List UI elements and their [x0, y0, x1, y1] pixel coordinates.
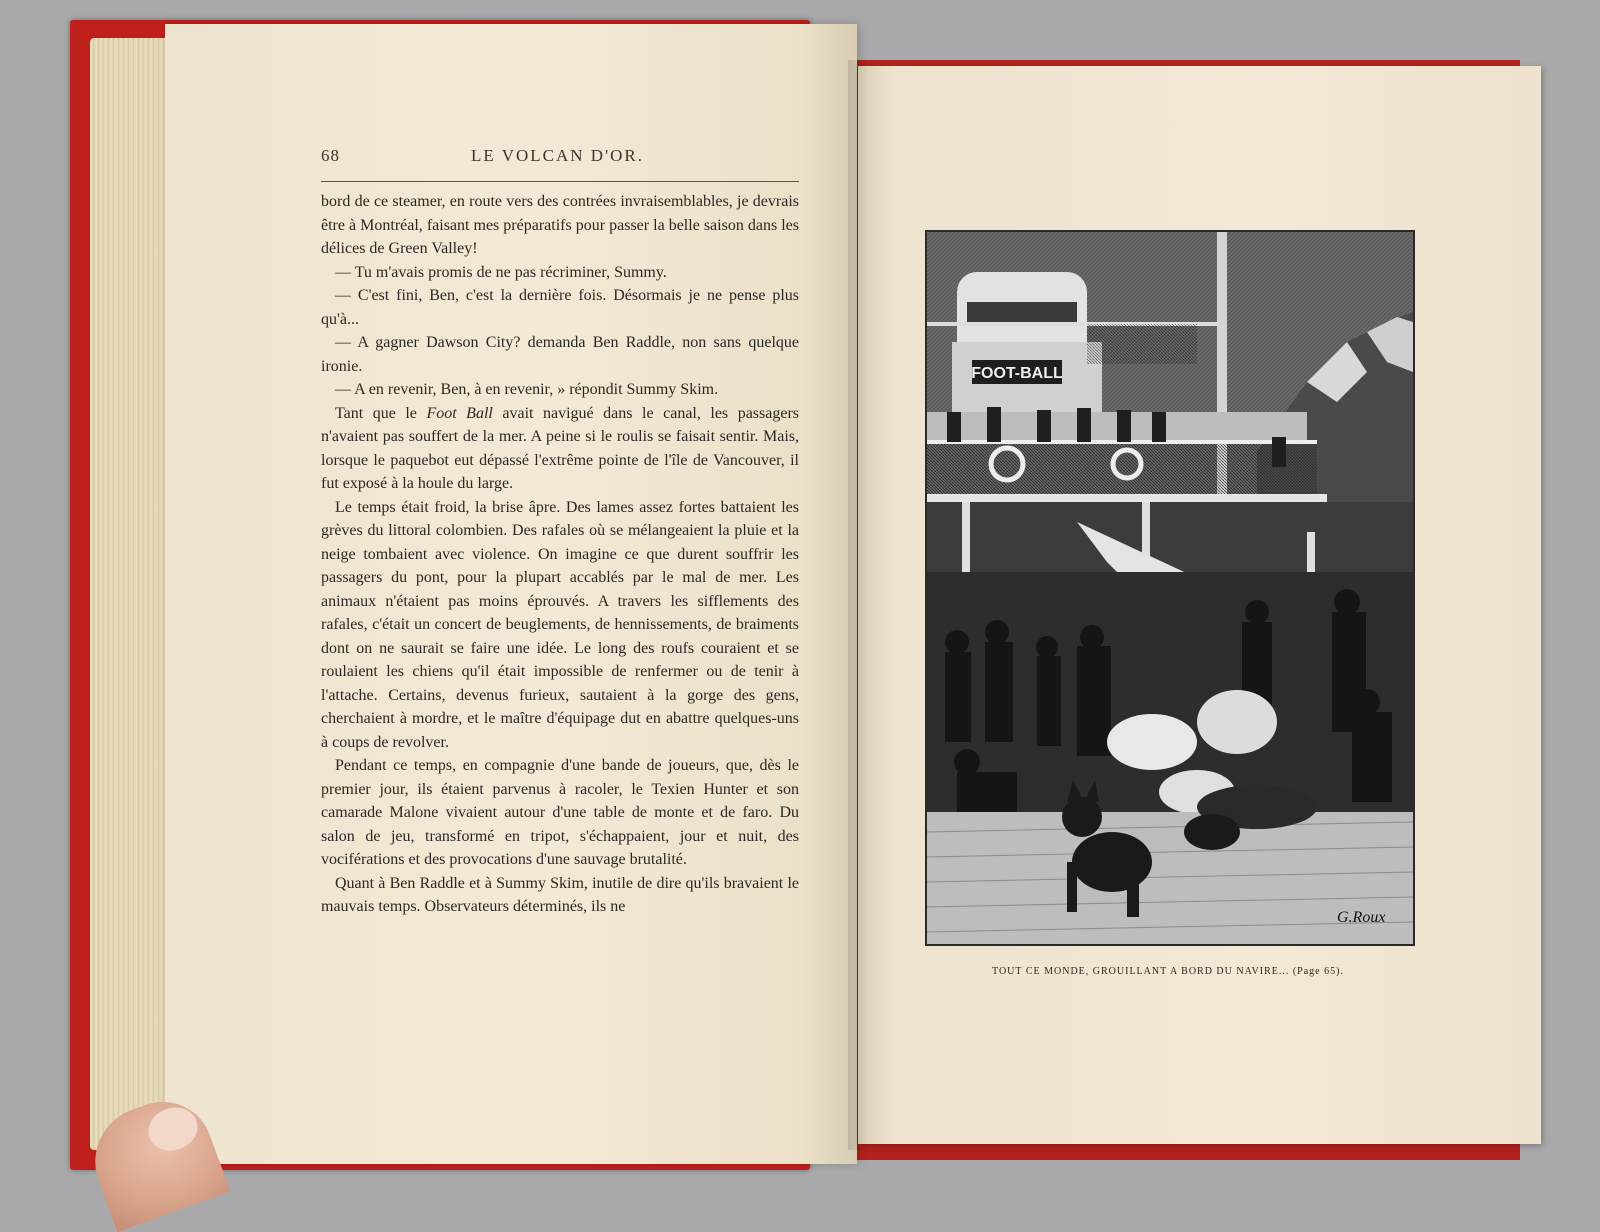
artist-signature: G.Roux: [1337, 909, 1386, 926]
page-stack-edges: [90, 38, 170, 1150]
paragraph: — C'est fini, Ben, c'est la dernière fois. Désormais je ne pense plus qu'à...: [321, 287, 799, 328]
book-gutter: [848, 60, 868, 1150]
paragraph: Quant à Ben Raddle et à Summy Skim, inutile de dire qu'ils bravaient le mauvais temps. Observateurs déterminés, ils ne: [321, 874, 799, 915]
engraving-illustration: [925, 230, 1415, 946]
paragraph: — Tu m'avais promis de ne pas récriminer, Summy.: [335, 263, 667, 281]
paragraph: Pendant ce temps, en compagnie d'une bande de joueurs, que, dès le premier jour, ils étaient parvenus à racoler, le Texien Hunter et son camarade Malone vivaient autour d'une table de monte et de faro. Du salon de jeu, transformé en tripot, s'échappaient, jour et nuit, des vociférations et des provocations d'une sauvage brutalité.: [321, 757, 799, 868]
body-text: [321, 190, 799, 919]
paragraph: — A en revenir, Ben, à en revenir, » répondit Summy Skim.: [335, 381, 719, 398]
page-number: 68: [321, 146, 340, 165]
running-title: LE VOLCAN D'OR.: [471, 146, 644, 165]
paragraph: Le temps était froid, la brise âpre. Des lames assez fortes battaient les grèves du littoral colombien. Des rafales où se mélangeaient la pluie et la neige tombaient avec violence. On imagine ce que durent souffrir les passagers du pont, pour la plupart accablés par le mal de mer. Les animaux n'étaient pas moins éprouvés. A travers les sifflements des rafales, c'était un concert de beuglements, de hennissements, de braiments dont on ne saurait se faire une idée. Le long des roufs couraient et se roulaient les chiens qu'il était impossible de renfermer ou de tenir à l'attache. Certains, devenus furieux, sautaient à la gorge des gens, cherchaient à mordre, et le maître d'équipage dut en abattre quelques-uns à coups de revolver.: [321, 498, 799, 751]
header-rule: [321, 181, 799, 182]
paragraph: [321, 402, 799, 496]
ship-name-italic: Foot Ball: [426, 404, 493, 422]
steamer-deck-scene: [927, 232, 1413, 944]
page-header: [321, 146, 799, 172]
paragraph: bord de ce steamer, en route vers des contrées invraisemblables, je devrais être à Montréal, faisant mes préparatifs pour passer la belle saison dans les délices de Green Valley!: [321, 193, 799, 257]
paragraph-post: avait navigué dans le canal, les passagers n'avaient pas souffert de la mer. A peine si le roulis se faisait sentir. Mais, lorsque le paquebot eut dépassé l'extrême pointe de l'île de Vancouver, il fut exposé à la houle du large.: [321, 404, 800, 492]
illustration-caption: TOUT CE MONDE, GROUILLANT A BORD DU NAVIRE... (Page 65).: [992, 966, 1344, 977]
ship-name-sign: FOOT-BALL: [971, 365, 1063, 382]
paragraph-pre: Tant que le: [335, 404, 427, 422]
paragraph: — A gagner Dawson City? demanda Ben Raddle, non sans quelque ironie.: [321, 334, 799, 375]
